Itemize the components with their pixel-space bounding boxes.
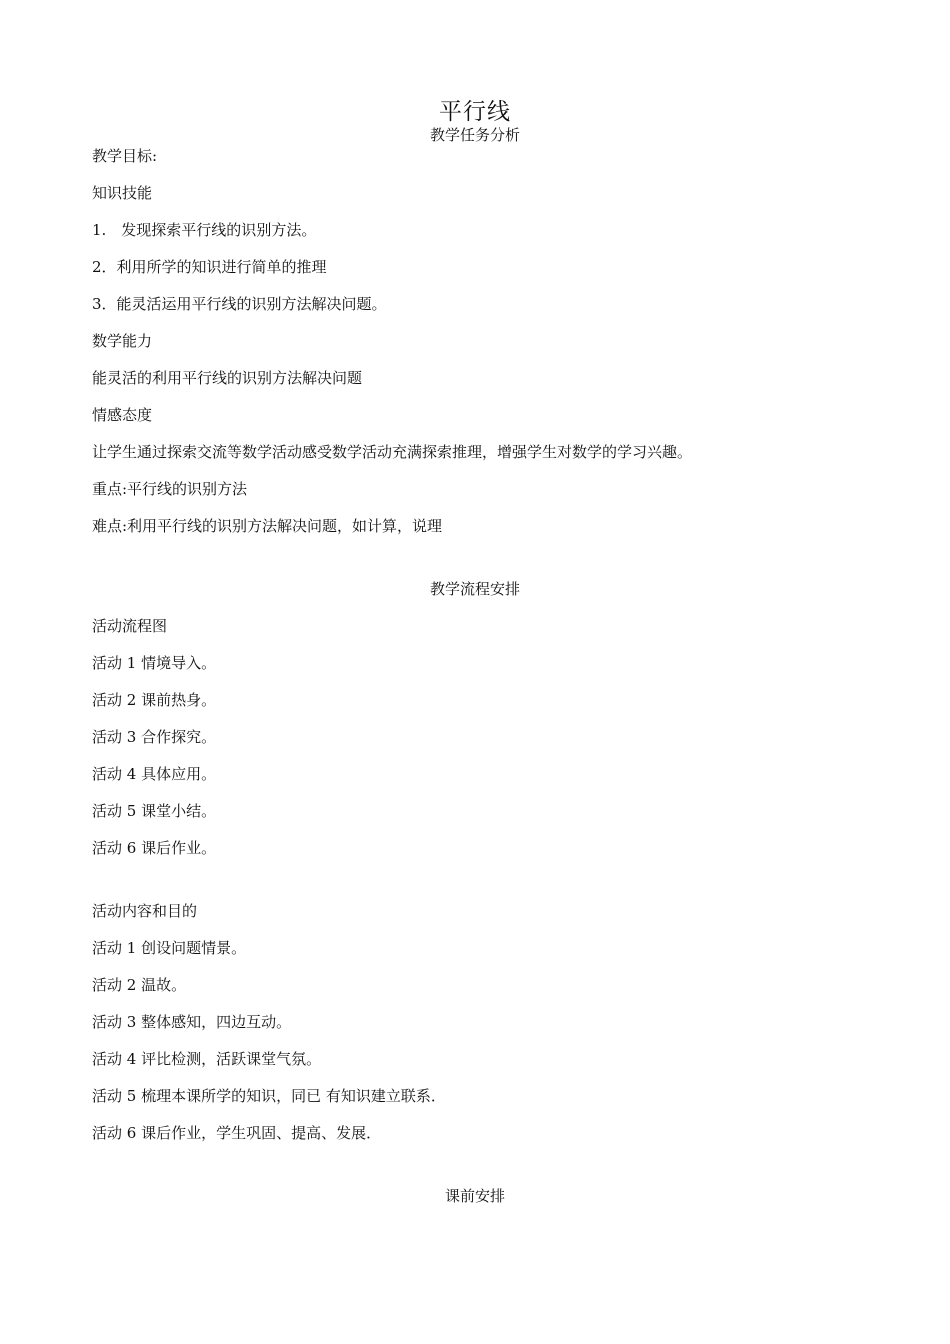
key-point: 重点:平行线的识别方法 [92, 480, 248, 498]
document-subtitle: 教学任务分析 [429, 126, 520, 144]
content-item: 活动 1 创设问题情景。 [92, 939, 247, 957]
difficulty: 难点:利用平行线的识别方法解决问题，如计算，说理 [92, 517, 443, 535]
content-item: 活动 3 整体感知，四边互动。 [92, 1013, 292, 1031]
content-heading: 活动内容和目的 [92, 902, 198, 920]
knowledge-skill-item: 2．利用所学的知识进行简单的推理 [92, 258, 327, 276]
knowledge-skill-item: 3．能灵活运用平行线的识别方法解决问题。 [92, 295, 387, 313]
flow-section-heading: 教学流程安排 [429, 580, 520, 598]
flow-item: 活动 2 课前热身。 [92, 691, 217, 709]
attitude-heading: 情感态度 [92, 406, 153, 424]
flow-chart-heading: 活动流程图 [92, 617, 168, 635]
flow-item: 活动 3 合作探究。 [92, 728, 217, 746]
flow-item: 活动 6 课后作业。 [92, 839, 217, 857]
flow-item: 活动 1 情境导入。 [92, 654, 217, 672]
math-ability-heading: 数学能力 [92, 332, 153, 350]
document-title: 平行线 [439, 99, 511, 125]
content-item: 活动 6 课后作业，学生巩固、提高、发展． [92, 1124, 382, 1142]
objectives-heading: 教学目标: [92, 147, 158, 165]
knowledge-skill-item: 1. 发现探索平行线的识别方法。 [92, 221, 317, 239]
content-item: 活动 2 温故。 [92, 976, 187, 994]
attitude-text: 让学生通过探索交流等数学活动感受数学活动充满探索推理，增强学生对数学的学习兴趣。 [92, 443, 693, 461]
content-item: 活动 5 梳理本课所学的知识，同已 有知识建立联系． [92, 1087, 446, 1105]
pre-class-heading: 课前安排 [444, 1187, 505, 1205]
flow-item: 活动 5 课堂小结。 [92, 802, 217, 820]
math-ability-text: 能灵活的利用平行线的识别方法解决问题 [92, 369, 363, 387]
flow-item: 活动 4 具体应用。 [92, 765, 217, 783]
knowledge-skills-heading: 知识技能 [92, 184, 153, 202]
content-item: 活动 4 评比检测，活跃课堂气氛。 [92, 1050, 322, 1068]
